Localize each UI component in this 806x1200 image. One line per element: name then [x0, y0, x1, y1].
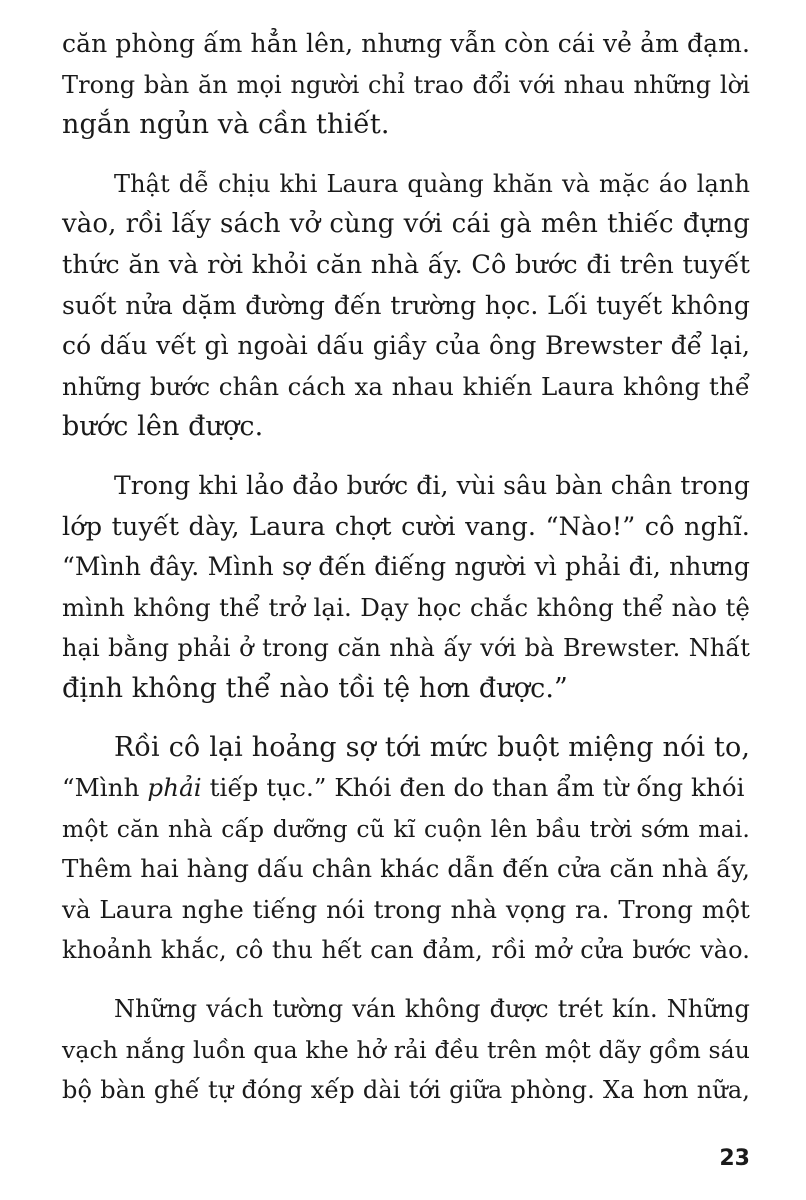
text-line: định không thể nào tồi tệ hơn được.” — [62, 672, 568, 704]
text-line: thức ăn và rời khỏi căn nhà ấy. Cô bước đi trên tuyết — [62, 249, 750, 280]
text-line: mình không thể trở lại. Dạy học chắc không thể nào tệ — [62, 592, 750, 622]
text-line: Những vách tường ván không được trét kín. Những — [114, 995, 750, 1024]
text-line: Trong khi lảo đảo bước đi, vùi sâu bàn chân trong — [114, 470, 750, 500]
text-line: bước lên được. — [62, 411, 264, 443]
paragraph-4 — [62, 728, 750, 972]
text-line-with-emphasis — [62, 768, 750, 809]
text-line: “Mình đây. Mình sợ đến điếng người vì phải đi, nhưng — [62, 552, 750, 582]
text-line: ngắn ngủn và cần thiết. — [62, 109, 390, 141]
text-line: có dấu vết gì ngoài dấu giầy của ông Brewster để lại, — [62, 331, 750, 361]
text-line: Thật dễ chịu khi Laura quàng khăn và mặc áo lạnh — [114, 169, 750, 198]
text-line: Trong bàn ăn mọi người chỉ trao đổi với nhau những lời — [62, 70, 750, 99]
text-segment: “Mình — [62, 773, 148, 803]
page-number: 23 — [719, 1146, 750, 1171]
text-line: hại bằng phải ở trong căn nhà ấy với bà Brewster. Nhất — [62, 634, 750, 663]
text-line: Thêm hai hàng dấu chân khác dẫn đến cửa căn nhà ấy, — [62, 854, 750, 884]
text-line: một căn nhà cấp dưỡng cũ kĩ cuộn lên bầu trời sớm mai. — [62, 814, 750, 843]
text-line: và Laura nghe tiếng nói trong nhà vọng ra. Trong một — [62, 894, 750, 924]
text-line: vạch nắng luồn qua khe hở rải đều trên một dãy gồm sáu — [62, 1035, 750, 1064]
text-line: căn phòng ấm hẳn lên, nhưng vẫn còn cái vẻ ảm đạm. — [62, 29, 750, 58]
paragraph-1 — [62, 24, 750, 146]
text-line: những bước chân cách xa nhau khiến Laura không thể — [62, 371, 750, 401]
page-body-text — [62, 24, 750, 1111]
paragraph-3 — [62, 466, 750, 710]
paragraph-2 — [62, 164, 750, 448]
emphasized-word: phải — [147, 773, 202, 803]
text-line: khoảnh khắc, cô thu hết can đảm, rồi mở cửa bước vào. — [62, 936, 750, 965]
text-line: vào, rồi lấy sách vở cùng với cái gà mên thiếc đựng — [62, 209, 750, 240]
text-line: bộ bàn ghế tự đóng xếp dài tới giữa phòng. Xa hơn nữa, — [62, 1076, 750, 1105]
text-line: Rồi cô lại hoảng sợ tới mức buột miệng nói to, — [114, 731, 750, 763]
paragraph-5 — [62, 989, 750, 1111]
text-line: lớp tuyết dày, Laura chợt cười vang. “Nào!” cô nghĩ. — [62, 511, 750, 542]
text-line: suốt nửa dặm đường đến trường học. Lối tuyết không — [62, 290, 750, 320]
text-segment: tiếp tục.” Khói đen do than ẩm từ ống khói — [201, 773, 745, 803]
